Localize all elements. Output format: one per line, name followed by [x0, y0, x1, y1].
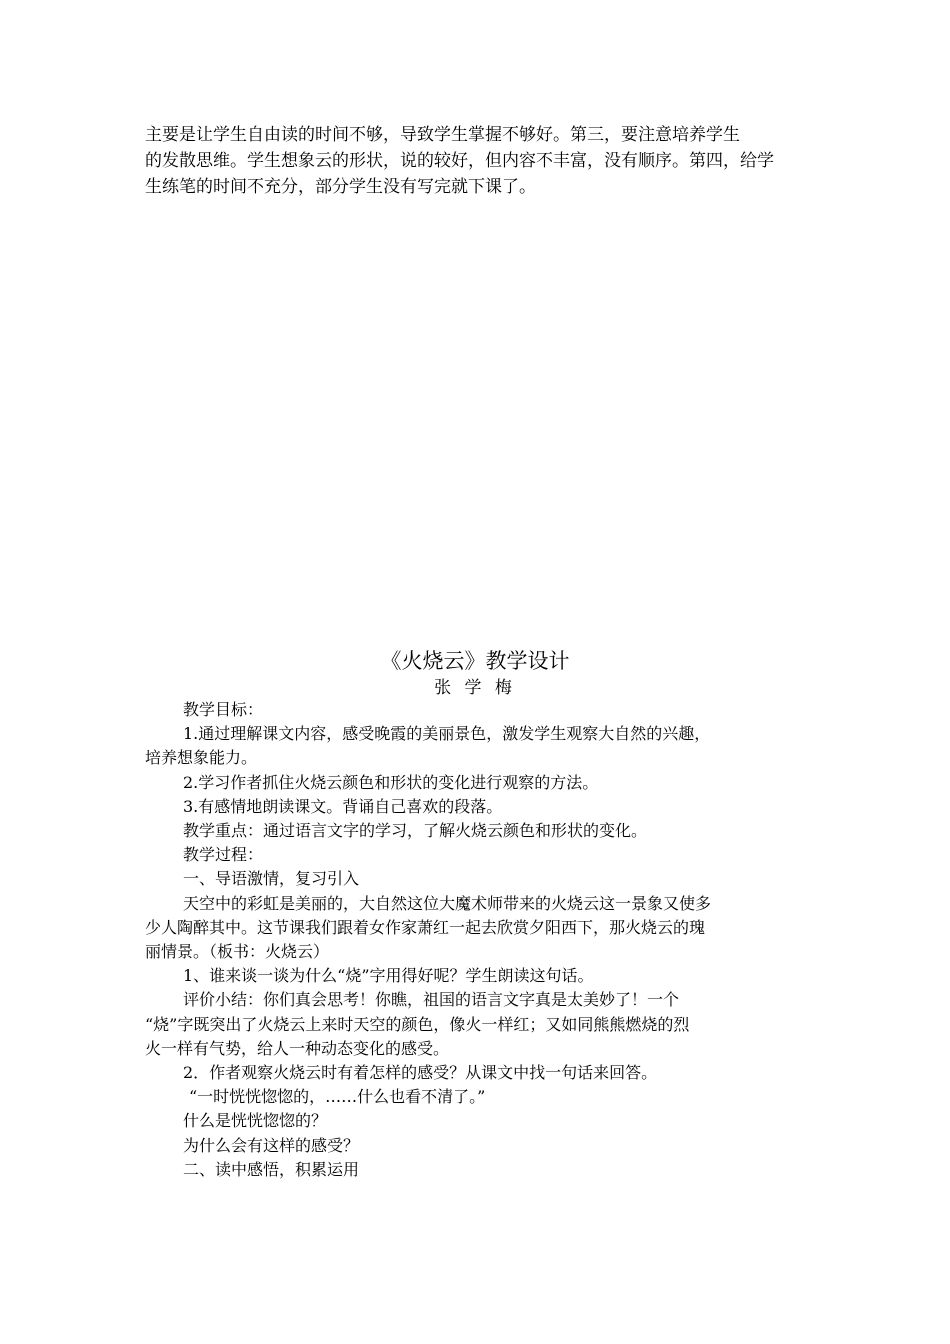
- goals-heading: 教学目标：: [183, 700, 264, 719]
- question-2: 2．作者观察火烧云时有着怎样的感受？从课文中找一句话来回答。: [183, 1063, 658, 1083]
- process-heading: 教学过程：: [183, 845, 264, 865]
- evaluation-line: “烧”字既突出了火烧云上来时天空的颜色，像火一样红；又如同熊熊燃烧的烈: [145, 1014, 690, 1034]
- paragraph-line: 主要是让学生自由读的时间不够，导致学生掌握不够好。第三，要注意培养学生: [145, 125, 740, 145]
- intro-paragraph-line: 天空中的彩虹是美丽的，大自然这位大魔术师带来的火烧云这一景象又使多: [183, 893, 712, 913]
- goal-1-line: 1.通过理解课文内容，感受晚霞的美丽景色，激发学生观察大自然的兴趣，: [183, 724, 711, 744]
- document-title: 《火烧云》教学设计: [380, 649, 570, 673]
- goal-2: 2.学习作者抓住火烧云颜色和形状的变化进行观察的方法。: [183, 772, 599, 792]
- section-heading: 二、读中感悟，积累运用: [183, 1159, 360, 1179]
- quote: “一时恍恍惚惚的，……什么也看不清了。”: [189, 1087, 486, 1107]
- paragraph-line: 生练笔的时间不充分，部分学生没有写完就下课了。: [145, 177, 536, 197]
- section-heading: 一、导语激情，复习引入: [183, 869, 360, 889]
- sub-question: 什么是恍恍惚惚的？: [183, 1111, 328, 1131]
- lesson-plan-body: [145, 698, 810, 1182]
- evaluation-line: 评价小结：你们真会思考！你瞧，祖国的语言文字真是太美妙了！一个: [183, 990, 680, 1010]
- key-point: 教学重点：通过语言文字的学习，了解火烧云颜色和形状的变化。: [183, 821, 648, 841]
- goal-1-line: 培养想象能力。: [145, 748, 258, 768]
- goal-3: 3.有感情地朗读课文。背诵自己喜欢的段落。: [183, 796, 503, 816]
- evaluation-line: 火一样有气势，给人一种动态变化的感受。: [145, 1038, 450, 1058]
- author-name: 张 学 梅: [434, 678, 516, 698]
- sub-question: 为什么会有这样的感受？: [183, 1135, 360, 1155]
- intro-paragraph-line: 丽情景。（板书：火烧云）: [145, 942, 330, 962]
- intro-paragraph-line: 少人陶醉其中。这节课我们跟着女作家萧红一起去欣赏夕阳西下，那火烧云的瑰: [145, 917, 706, 937]
- question-1: 1、谁来谈一谈为什么“烧”字用得好呢？学生朗读这句话。: [183, 966, 594, 986]
- continued-paragraph: [145, 122, 810, 200]
- paragraph-line: 的发散思维。学生想象云的形状，说的较好，但内容不丰富，没有顺序。第四，给学: [145, 151, 774, 171]
